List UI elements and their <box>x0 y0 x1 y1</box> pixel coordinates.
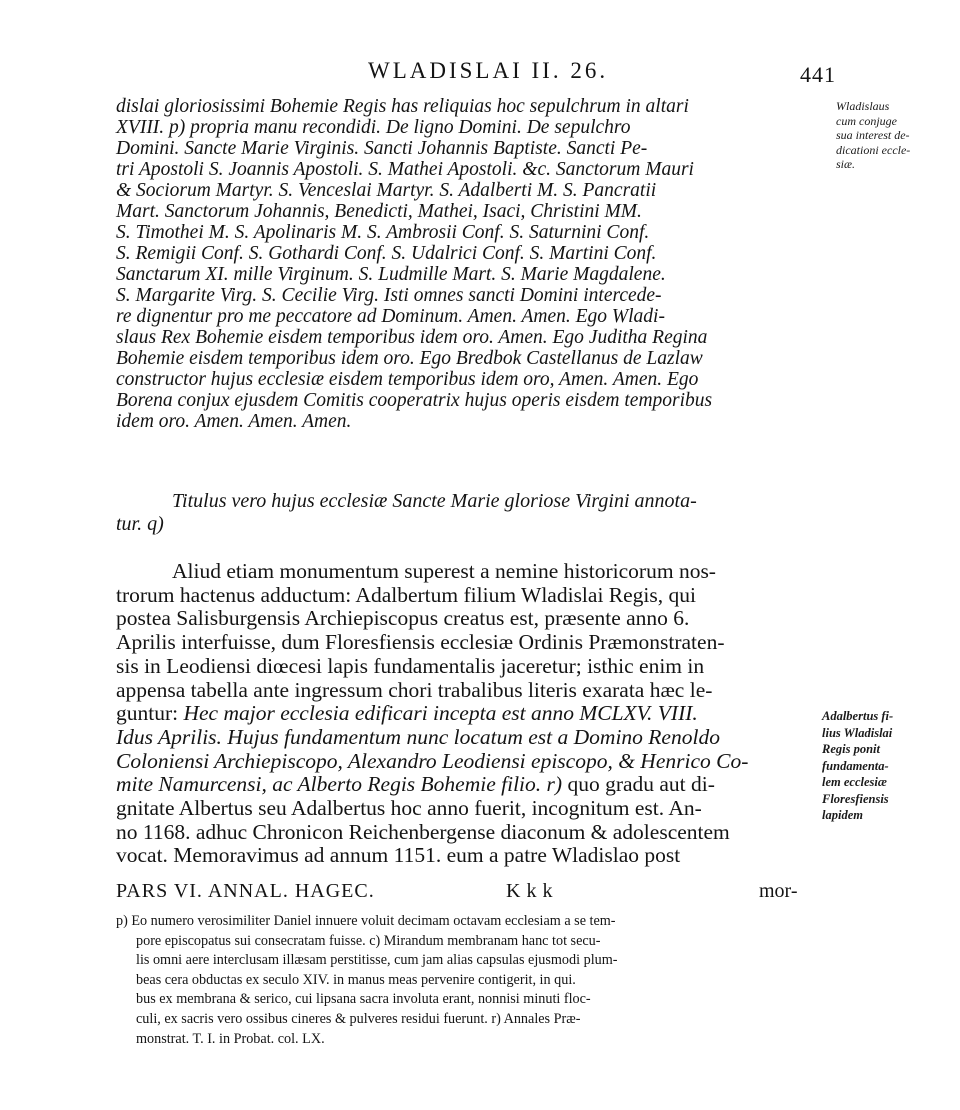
charter-line: slaus Rex Bohemie eisdem temporibus idem oro. Amen. Ego Juditha Regina <box>116 327 708 348</box>
catchword: mor- <box>759 880 798 902</box>
margin-note-line: cum conjuge <box>836 113 897 128</box>
running-title: WLADISLAI II. 26. <box>368 58 609 83</box>
charter-line: & Sociorum Martyr. S. Venceslai Martyr. S. Adalberti M. S. Pancratii <box>116 180 657 201</box>
charter-line: S. Remigii Conf. S. Gothardi Conf. S. Udalrici Conf. S. Martini Conf. <box>116 243 657 264</box>
running-head <box>0 58 960 92</box>
body-line <box>116 702 816 726</box>
body-roman-text: guntur: <box>116 701 184 726</box>
charter-line: Bohemie eisdem temporibus idem oro. Ego Bredbok Castellanus de Lazlaw <box>116 348 703 369</box>
body-line: postea Salisburgensis Archiepiscopus creatus est, præsente anno 6. <box>116 606 690 631</box>
body-line: gnitate Albertus seu Adalbertus hoc anno fuerit, incognitum est. An- <box>116 796 702 821</box>
footnote-line: beas cera obductas ex seculo XIV. in manus meas pervenire contigerit, in qui. <box>136 971 576 988</box>
margin-note-line: Adalbertus fi- <box>822 709 894 723</box>
body-line: trorum hactenus adductum: Adalbertum filium Wladislai Regis, qui <box>116 582 696 607</box>
charter-text <box>116 96 816 432</box>
church-title-paragraph <box>116 490 816 536</box>
charter-line: Mart. Sanctorum Johannis, Benedicti, Mathei, Isaci, Christini MM. <box>116 201 642 222</box>
margin-note-line: lapidem <box>822 808 863 822</box>
inscription-text: mite Namurcensi, ac Alberto Regis Bohemie filio. r) <box>116 772 563 797</box>
title-line: Titulus vero hujus ecclesiæ Sancte Marie gloriose Virgini annota- <box>172 490 697 512</box>
body-line: sis in Leodiensi diœcesi lapis fundamentalis jaceretur; isthic enim in <box>116 653 705 678</box>
margin-note-line: lem ecclesiæ <box>822 775 887 789</box>
inscription-text: Coloniensi Archiepiscopo, Alexandro Leodiensi episcopo, & Henrico Co- <box>116 748 749 773</box>
body-line: vocat. Memoravimus ad annum 1151. eum a patre Wladislao post <box>116 843 681 868</box>
margin-note-line: Regis ponit <box>822 742 880 756</box>
signature-part: PARS VI. ANNAL. HAGEC. <box>116 880 375 902</box>
charter-line: re dignentur pro me peccatore ad Dominum. Amen. Amen. Ego Wladi- <box>116 306 665 327</box>
footnotes <box>116 912 816 1049</box>
body-line: Aprilis interfuisse, dum Floresfiensis ecclesiæ Ordinis Præmonstraten- <box>116 630 725 655</box>
signature-line <box>116 880 816 904</box>
inscription-text: Hec major ecclesia edificari incepta est anno MCLXV. VIII. <box>183 701 698 726</box>
body-line <box>116 750 816 774</box>
footnote-line: lis omni aere interclusam illæsam perstitisse, cum jam alias capsulas ejusmodi plum- <box>136 952 618 969</box>
margin-note-line: sua interest de- <box>836 128 910 142</box>
footnote-line: p) Eo numero verosimiliter Daniel innuere voluit decimam octavam ecclesiam a se tem- <box>116 913 616 929</box>
margin-note-line: Wladislaus <box>836 99 890 113</box>
charter-line: XVIII. p) propria manu recondidi. De ligno Domini. De sepulchro <box>116 117 631 138</box>
body-roman-text: quo gradu aut di- <box>562 772 715 797</box>
inscription-text: Idus Aprilis. Hujus fundamentum nunc locatum est a Domino Renoldo <box>116 724 720 749</box>
title-line: tur. q) <box>116 513 164 535</box>
body-line <box>116 773 816 797</box>
footnote-line: pore episcopatus sui consecratam fuisse. c) Mirandum membranam hanc tot secu- <box>136 932 601 949</box>
charter-line: tri Apostoli S. Joannis Apostoli. S. Mathei Apostoli. &c. Sanctorum Mauri <box>116 159 694 180</box>
page-number: 441 <box>800 62 836 87</box>
charter-line: S. Timothei M. S. Apolinaris M. S. Ambrosii Conf. S. Saturnini Conf. <box>116 222 650 243</box>
margin-note-line: dicationi eccle- <box>836 142 911 157</box>
body-line: no 1168. adhuc Chronicon Reichenbergense diaconum & adolescentem <box>116 819 730 844</box>
margin-note-line: lius Wladislai <box>822 725 893 740</box>
charter-line: constructor hujus ecclesiæ eisdem temporibus idem oro, Amen. Amen. Ego <box>116 369 699 390</box>
footnote-line: monstrat. T. I. in Probat. col. LX. <box>136 1030 325 1047</box>
body-line: appensa tabella ante ingressum chori trabalibus literis exarata hæc le- <box>116 677 713 702</box>
charter-line: idem oro. Amen. Amen. Amen. <box>116 411 352 432</box>
body-line <box>116 726 816 750</box>
margin-note-dedication <box>836 99 956 172</box>
body-paragraph <box>116 560 816 868</box>
charter-line: Domini. Sancte Marie Virginis. Sancti Johannis Baptiste. Sancti Pe- <box>116 138 648 159</box>
footnote-line: culi, ex sacris vero ossibus cineres & pulveres residui fuerunt. r) Annales Præ- <box>136 1010 581 1027</box>
margin-note-line: Floresfiensis <box>822 791 889 806</box>
charter-line: S. Margarite Virg. S. Cecilie Virg. Isti omnes sancti Domini intercede- <box>116 285 662 306</box>
footnote-line: bus ex membrana & serico, cui lipsana sacra involuta erant, nonnisi minuti floc- <box>136 991 591 1008</box>
charter-line: dislai gloriosissimi Bohemie Regis has reliquias hoc sepulchrum in altari <box>116 96 689 117</box>
margin-note-line: siæ. <box>836 157 856 171</box>
body-line: Aliud etiam monumentum superest a nemine historicorum nos- <box>172 559 716 583</box>
charter-line: Borena conjux ejusdem Comitis cooperatrix hujus operis eisdem temporibus <box>116 390 713 411</box>
signature-mark: Kkk <box>506 880 559 902</box>
margin-note-line: fundamenta- <box>822 758 889 773</box>
margin-note-adalbertus <box>822 708 958 824</box>
charter-line: Sanctarum XI. mille Virginum. S. Ludmille Mart. S. Marie Magdalene. <box>116 264 666 285</box>
